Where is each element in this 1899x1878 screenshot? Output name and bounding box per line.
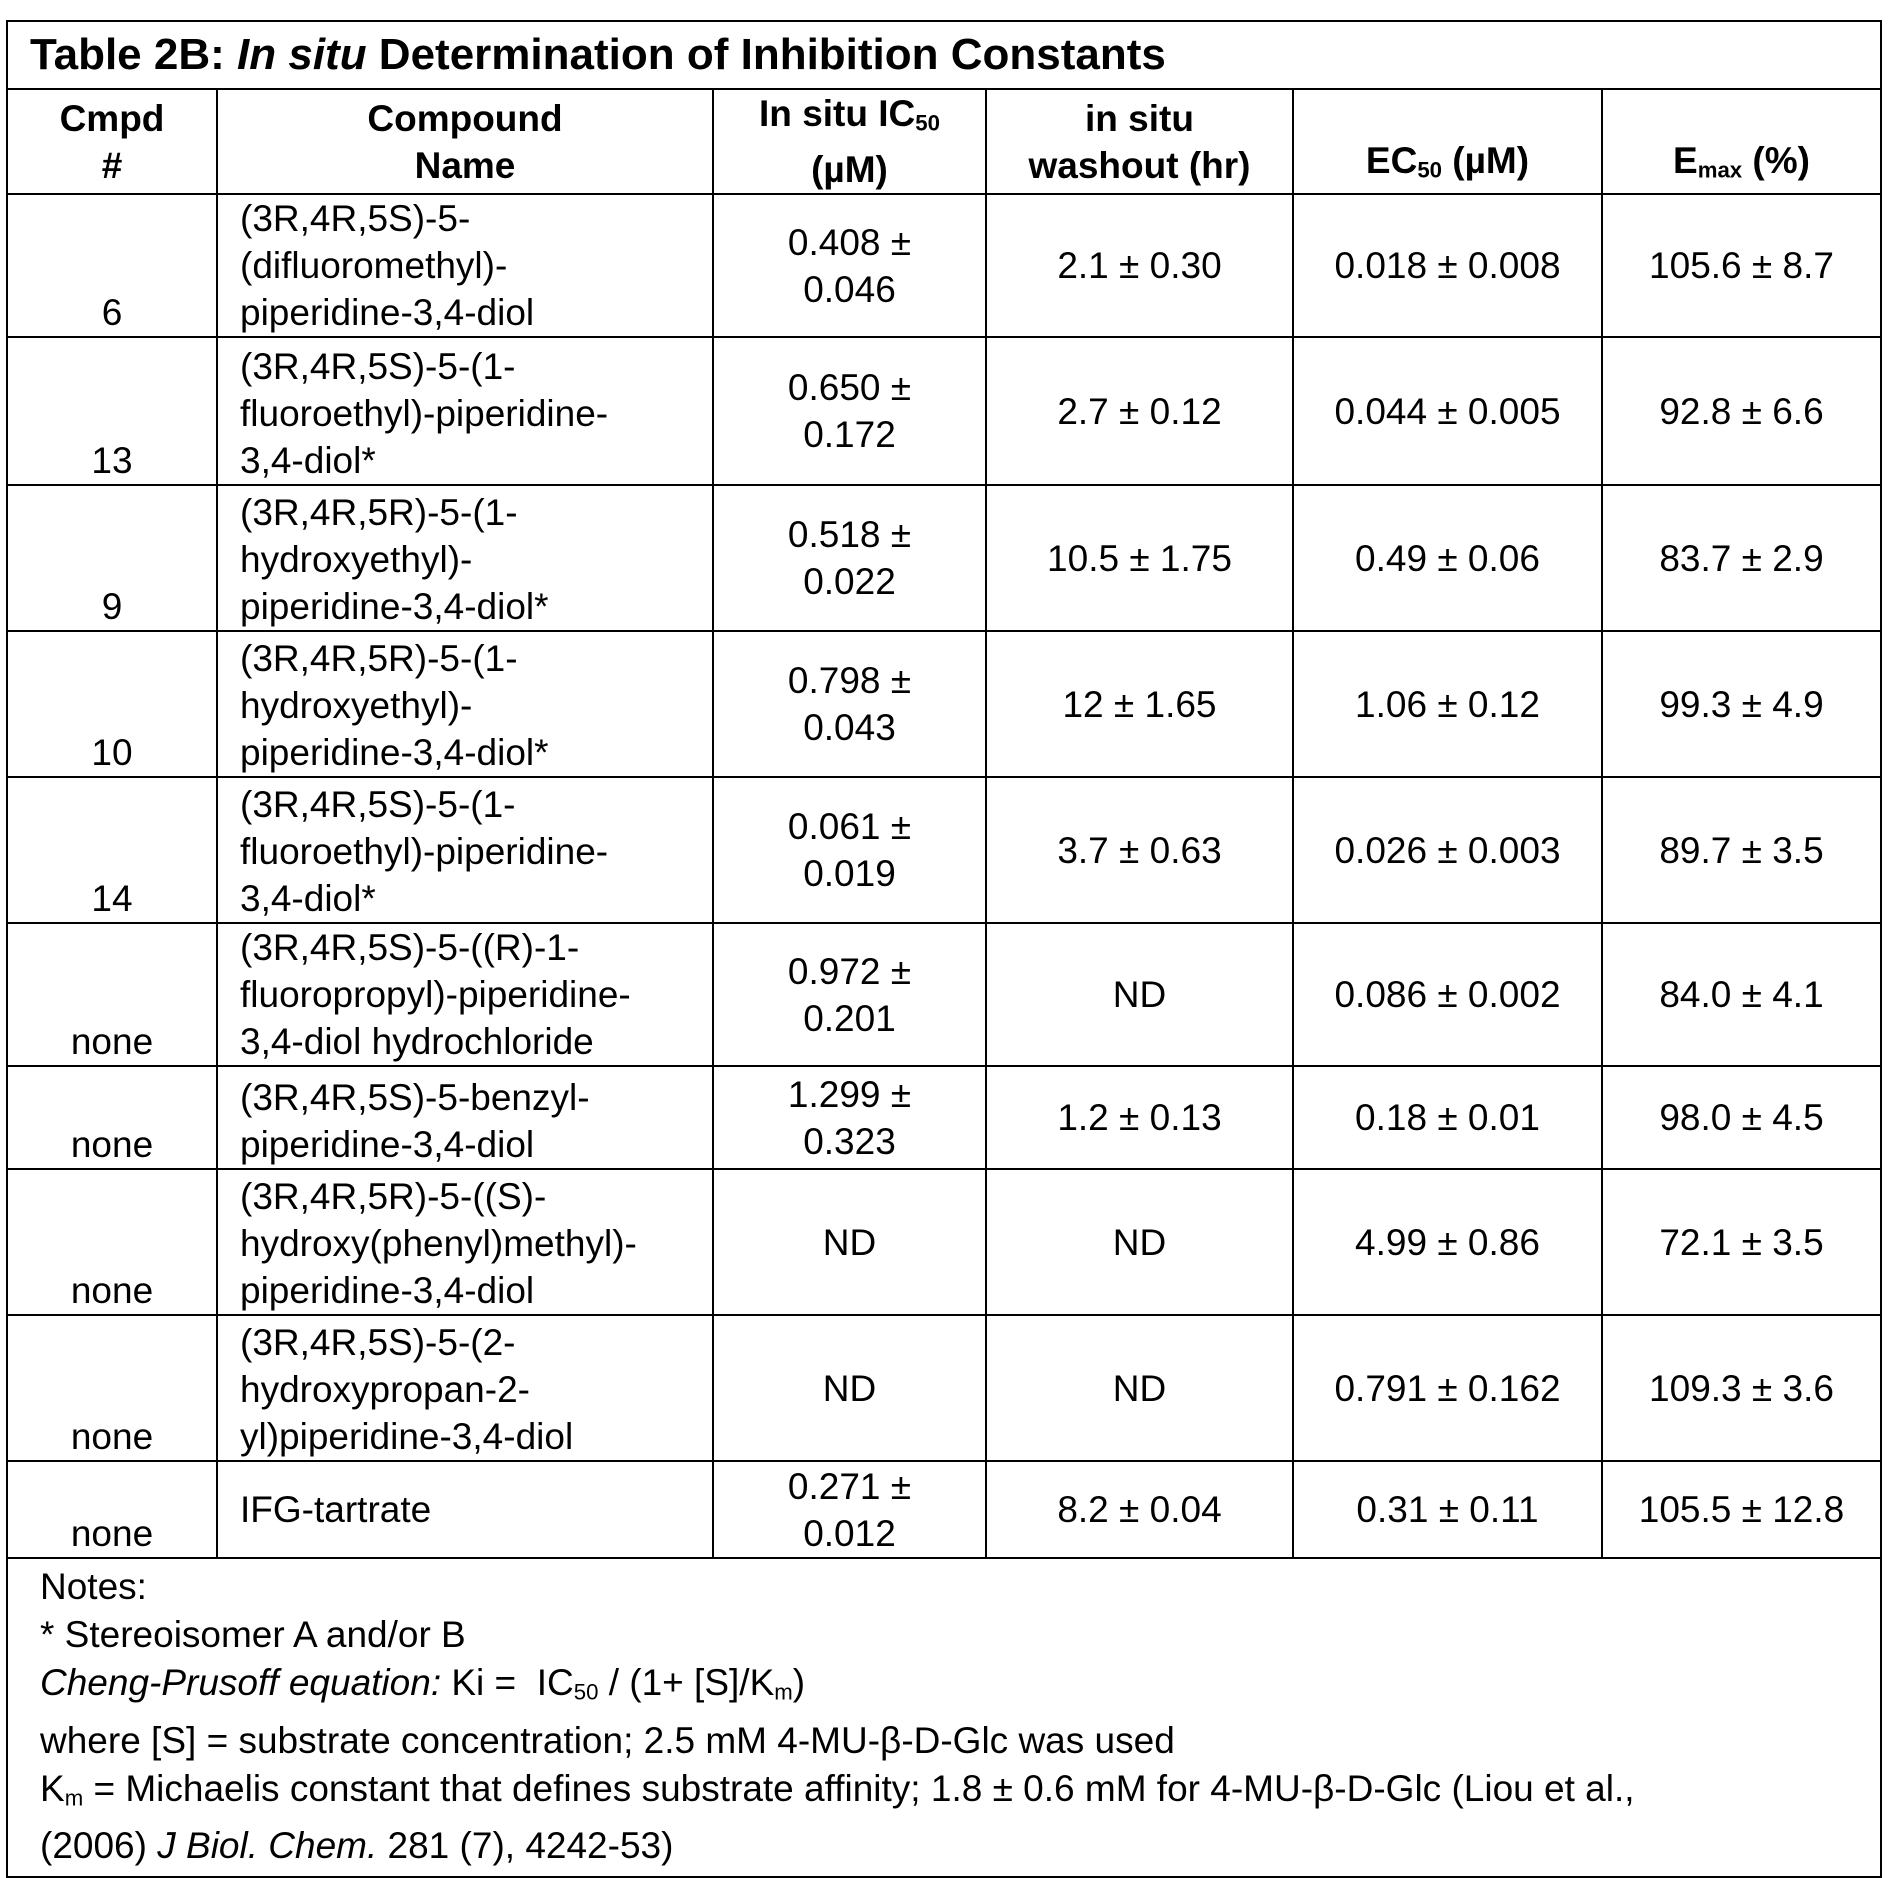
compound-name	[217, 1066, 713, 1169]
compound-name-line: (3R,4R,5R)-5-(1-	[240, 635, 706, 682]
cmpd-number: none	[8, 1461, 217, 1558]
ic50-line: 0.043	[720, 704, 979, 751]
compound-name-line: IFG-tartrate	[240, 1486, 706, 1533]
table-row	[8, 1315, 1880, 1461]
cmpd-number: none	[8, 923, 217, 1066]
compound-name-line: (3R,4R,5S)-5-benzyl-	[240, 1074, 706, 1121]
ic50-line: 0.012	[720, 1510, 979, 1557]
compound-name-line: hydroxyethyl)-	[240, 682, 706, 729]
compound-name-line: (3R,4R,5S)-5-(1-	[240, 781, 706, 828]
ec50-value: 0.026 ± 0.003	[1293, 777, 1602, 923]
ic50-line: 0.518 ±	[720, 511, 979, 558]
compound-name-line: (3R,4R,5S)-5-(2-	[240, 1319, 706, 1366]
emax-value: 105.5 ± 12.8	[1602, 1461, 1880, 1558]
emax-value: 84.0 ± 4.1	[1602, 923, 1880, 1066]
cmpd-number: 14	[8, 777, 217, 923]
compound-name-line: fluoropropyl)-piperidine-	[240, 971, 706, 1018]
ic50-value	[713, 194, 986, 337]
compound-name	[217, 777, 713, 923]
header-text: Name	[415, 145, 516, 186]
compound-name-line: 3,4-diol hydrochloride	[240, 1018, 706, 1065]
ic50-line: 0.022	[720, 558, 979, 605]
ic50-line: ND	[720, 1365, 979, 1412]
cmpd-number: none	[8, 1315, 217, 1461]
header-text: #	[102, 145, 123, 186]
compound-name-line: (difluoromethyl)-	[240, 242, 706, 289]
compound-name-line: (3R,4R,5S)-5-(1-	[240, 343, 706, 390]
compound-name	[217, 337, 713, 485]
ic50-line: 0.172	[720, 411, 979, 458]
header-sub: max	[1698, 157, 1742, 182]
table-row	[8, 923, 1880, 1066]
washout-value: 2.1 ± 0.30	[986, 194, 1293, 337]
title-italic: In situ	[237, 30, 367, 79]
emax-value: 89.7 ± 3.5	[1602, 777, 1880, 923]
emax-value: 99.3 ± 4.9	[1602, 631, 1880, 777]
cmpd-number: 10	[8, 631, 217, 777]
ec50-value: 0.791 ± 0.162	[1293, 1315, 1602, 1461]
header-text: EC	[1366, 140, 1417, 181]
note-sub: 50	[574, 1680, 599, 1705]
header-sub: 50	[915, 110, 940, 135]
ic50-line: 0.201	[720, 995, 979, 1042]
washout-value: 10.5 ± 1.75	[986, 485, 1293, 631]
header-text: (µM)	[1442, 140, 1529, 181]
washout-value: ND	[986, 923, 1293, 1066]
emax-value: 92.8 ± 6.6	[1602, 337, 1880, 485]
ic50-value	[713, 1169, 986, 1315]
header-text: In situ IC	[759, 93, 915, 134]
ic50-line: 0.408 ±	[720, 219, 979, 266]
header-text: E	[1673, 140, 1698, 181]
table-row	[8, 485, 1880, 631]
ic50-line: 0.271 ±	[720, 1463, 979, 1510]
ic50-value	[713, 923, 986, 1066]
ec50-value: 1.06 ± 0.12	[1293, 631, 1602, 777]
inhibition-table	[8, 90, 1880, 1559]
compound-name-line: (3R,4R,5R)-5-(1-	[240, 489, 706, 536]
compound-name-line: 3,4-diol*	[240, 437, 706, 484]
note-text: )	[793, 1662, 805, 1703]
header-ec50	[1293, 90, 1602, 194]
ic50-value	[713, 1315, 986, 1461]
ic50-line: 0.798 ±	[720, 657, 979, 704]
compound-name	[217, 923, 713, 1066]
emax-value: 83.7 ± 2.9	[1602, 485, 1880, 631]
header-row	[8, 90, 1880, 194]
compound-name	[217, 194, 713, 337]
header-text: Cmpd	[60, 98, 165, 139]
header-washout	[986, 90, 1293, 194]
cmpd-number: none	[8, 1066, 217, 1169]
washout-value: 12 ± 1.65	[986, 631, 1293, 777]
washout-value: 2.7 ± 0.12	[986, 337, 1293, 485]
header-text: Compound	[367, 98, 562, 139]
note-text: J Biol. Chem.	[157, 1825, 377, 1866]
compound-name-line: (3R,4R,5S)-5-((R)-1-	[240, 924, 706, 971]
cmpd-number: 13	[8, 337, 217, 485]
header-sub: 50	[1417, 157, 1442, 182]
title-prefix: Table 2B:	[30, 30, 237, 79]
compound-name-line: hydroxyethyl)-	[240, 536, 706, 583]
ec50-value: 4.99 ± 0.86	[1293, 1169, 1602, 1315]
table-row	[8, 194, 1880, 337]
washout-value: 3.7 ± 0.63	[986, 777, 1293, 923]
ic50-line: 0.650 ±	[720, 364, 979, 411]
ic50-value	[713, 1461, 986, 1558]
cmpd-number: none	[8, 1169, 217, 1315]
table-row	[8, 1169, 1880, 1315]
emax-value: 98.0 ± 4.5	[1602, 1066, 1880, 1169]
compound-name-line: hydroxy(phenyl)methyl)-	[240, 1220, 706, 1267]
ic50-line: 0.046	[720, 266, 979, 313]
note-text: = Michaelis constant that defines substrate affinity; 1.8 ± 0.6 mM for 4-MU-β-D-Glc (Liou et al.,	[83, 1768, 1634, 1809]
table-row	[8, 337, 1880, 485]
ic50-line: 1.299 ±	[720, 1071, 979, 1118]
washout-value: 1.2 ± 0.13	[986, 1066, 1293, 1169]
compound-name-line: piperidine-3,4-diol	[240, 1121, 706, 1168]
ic50-line: 0.061 ±	[720, 803, 979, 850]
compound-name-line: (3R,4R,5S)-5-	[240, 195, 706, 242]
header-text: in situ	[1085, 98, 1194, 139]
compound-name-line: piperidine-3,4-diol*	[240, 583, 706, 630]
washout-value: ND	[986, 1315, 1293, 1461]
washout-value: 8.2 ± 0.04	[986, 1461, 1293, 1558]
notes	[8, 1559, 1880, 1876]
note-sub: m	[774, 1680, 792, 1705]
note-stereoisomer: * Stereoisomer A and/or B	[40, 1611, 1880, 1659]
ec50-value: 0.18 ± 0.01	[1293, 1066, 1602, 1169]
note-text: Ki = IC	[441, 1662, 574, 1703]
ic50-value	[713, 631, 986, 777]
table-row	[8, 1461, 1880, 1558]
emax-value: 105.6 ± 8.7	[1602, 194, 1880, 337]
emax-value: 72.1 ± 3.5	[1602, 1169, 1880, 1315]
ic50-line: ND	[720, 1219, 979, 1266]
notes-heading: Notes:	[40, 1563, 1880, 1611]
washout-value: ND	[986, 1169, 1293, 1315]
note-substrate: where [S] = substrate concentration; 2.5 mM 4-MU-β-D-Glc was used	[40, 1717, 1880, 1765]
ic50-line: 0.019	[720, 850, 979, 897]
ec50-value: 0.49 ± 0.06	[1293, 485, 1602, 631]
ic50-value	[713, 337, 986, 485]
ic50-line: 0.323	[720, 1118, 979, 1165]
compound-name	[217, 1461, 713, 1558]
ec50-value: 0.044 ± 0.005	[1293, 337, 1602, 485]
compound-name-line: yl)piperidine-3,4-diol	[240, 1413, 706, 1460]
header-emax	[1602, 90, 1880, 194]
table-row	[8, 1066, 1880, 1169]
compound-name-line: hydroxypropan-2-	[240, 1366, 706, 1413]
header-text: (%)	[1742, 140, 1810, 181]
ec50-value: 0.31 ± 0.11	[1293, 1461, 1602, 1558]
header-text: washout (hr)	[1029, 145, 1251, 186]
note-cheng-prusoff	[40, 1659, 1880, 1716]
header-ic50	[713, 90, 986, 194]
cmpd-number: 6	[8, 194, 217, 337]
note-text: Cheng-Prusoff equation:	[40, 1662, 441, 1703]
header-cmpd	[8, 90, 217, 194]
note-reference	[40, 1822, 1880, 1870]
ic50-value	[713, 485, 986, 631]
compound-name-line: fluoroethyl)-piperidine-	[240, 828, 706, 875]
compound-name-line: piperidine-3,4-diol	[240, 289, 706, 336]
cmpd-number: 9	[8, 485, 217, 631]
ic50-value	[713, 1066, 986, 1169]
note-text: / (1+ [S]/K	[598, 1662, 774, 1703]
compound-name-line: 3,4-diol*	[240, 875, 706, 922]
compound-name-line: (3R,4R,5R)-5-((S)-	[240, 1173, 706, 1220]
table-2b	[6, 20, 1882, 1878]
ic50-value	[713, 777, 986, 923]
note-sub: m	[65, 1785, 83, 1810]
compound-name	[217, 1315, 713, 1461]
header-text: (µM)	[811, 149, 888, 190]
table-title	[8, 22, 1880, 90]
note-km	[40, 1765, 1880, 1822]
compound-name	[217, 1169, 713, 1315]
ic50-line: 0.972 ±	[720, 948, 979, 995]
compound-name	[217, 485, 713, 631]
note-text: 281 (7), 4242-53)	[377, 1825, 673, 1866]
header-name	[217, 90, 713, 194]
compound-name	[217, 631, 713, 777]
compound-name-line: piperidine-3,4-diol	[240, 1267, 706, 1314]
table-row	[8, 777, 1880, 923]
ec50-value: 0.018 ± 0.008	[1293, 194, 1602, 337]
emax-value: 109.3 ± 3.6	[1602, 1315, 1880, 1461]
table-row	[8, 631, 1880, 777]
compound-name-line: piperidine-3,4-diol*	[240, 729, 706, 776]
ec50-value: 0.086 ± 0.002	[1293, 923, 1602, 1066]
note-text: (2006)	[40, 1825, 157, 1866]
compound-name-line: fluoroethyl)-piperidine-	[240, 390, 706, 437]
note-text: K	[40, 1768, 65, 1809]
title-suffix: Determination of Inhibition Constants	[367, 30, 1166, 79]
